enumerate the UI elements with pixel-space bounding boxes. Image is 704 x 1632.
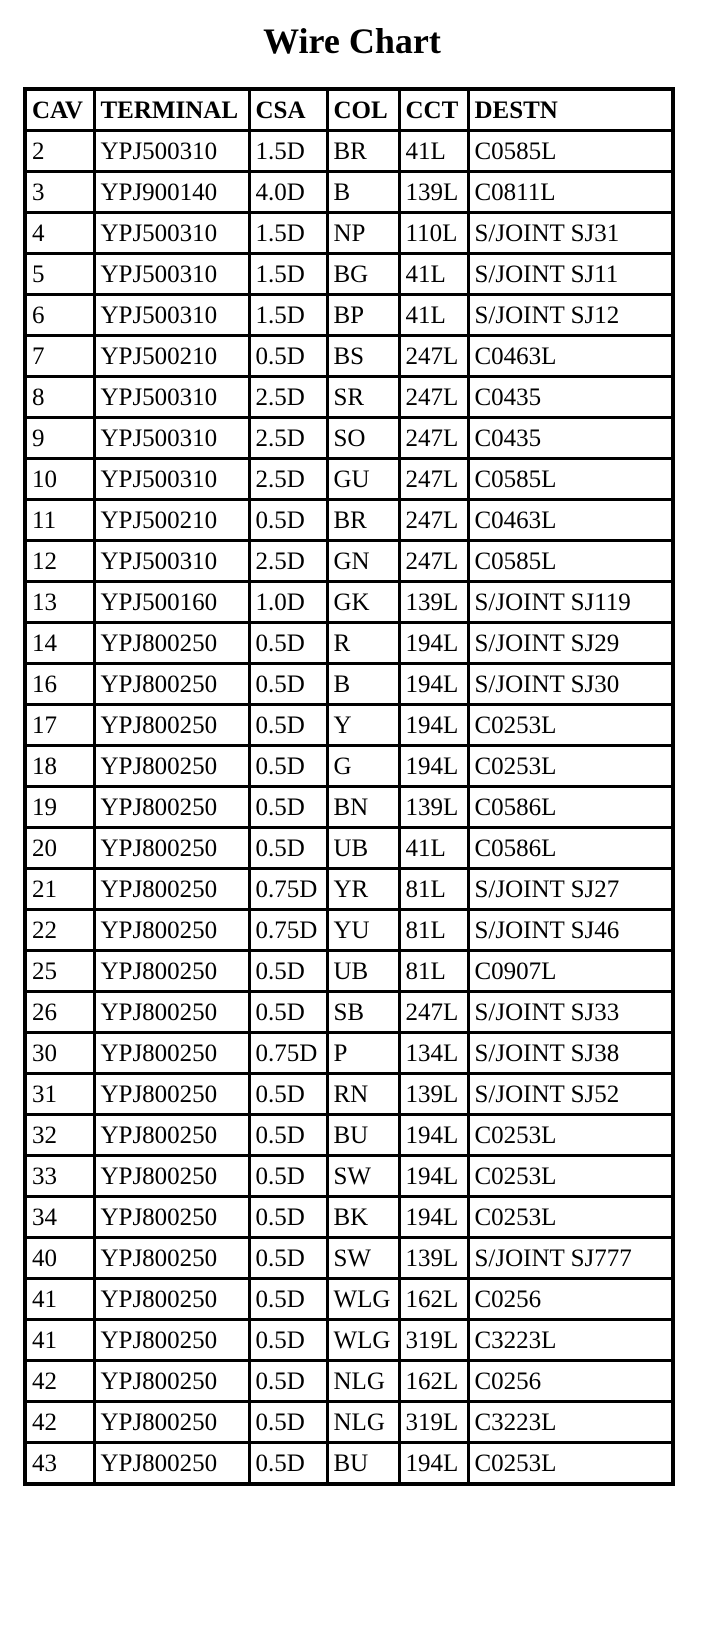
table-row [25,295,673,336]
cav-cell: 2 [25,131,94,172]
terminal-cell: YPJ500210 [94,336,249,377]
destn-cell: C0811L [468,172,673,213]
cav-cell: 41 [25,1279,94,1320]
col-cell: UB [327,951,399,992]
header-destn: DESTN [468,89,673,131]
cav-cell: 16 [25,664,94,705]
terminal-cell: YPJ500310 [94,377,249,418]
csa-cell: 0.5D [249,623,327,664]
terminal-cell: YPJ500310 [94,213,249,254]
csa-cell: 0.5D [249,705,327,746]
destn-cell: S/JOINT SJ11 [468,254,673,295]
table-header-row [25,89,673,131]
table-row [25,1361,673,1402]
header-cav: CAV [25,89,94,131]
table-row [25,500,673,541]
destn-cell: S/JOINT SJ119 [468,582,673,623]
destn-cell: C0586L [468,828,673,869]
cav-cell: 42 [25,1361,94,1402]
col-cell: SW [327,1156,399,1197]
table-row [25,459,673,500]
csa-cell: 1.5D [249,295,327,336]
cct-cell: 247L [399,541,468,582]
table-row [25,623,673,664]
table-row [25,336,673,377]
cav-cell: 4 [25,213,94,254]
cct-cell: 247L [399,459,468,500]
table-row [25,746,673,787]
col-cell: NLG [327,1402,399,1443]
table-row [25,1238,673,1279]
destn-cell: C0253L [468,746,673,787]
cav-cell: 30 [25,1033,94,1074]
csa-cell: 0.5D [249,992,327,1033]
page-title: Wire Chart [263,21,441,61]
destn-cell: C0253L [468,1156,673,1197]
cct-cell: 110L [399,213,468,254]
table-row [25,1197,673,1238]
destn-cell: S/JOINT SJ777 [468,1238,673,1279]
cct-cell: 319L [399,1402,468,1443]
cav-cell: 22 [25,910,94,951]
cav-cell: 6 [25,295,94,336]
csa-cell: 0.5D [249,1279,327,1320]
cav-cell: 41 [25,1320,94,1361]
cct-cell: 41L [399,254,468,295]
table-row [25,582,673,623]
csa-cell: 2.5D [249,418,327,459]
col-cell: RN [327,1074,399,1115]
destn-cell: S/JOINT SJ33 [468,992,673,1033]
terminal-cell: YPJ800250 [94,1402,249,1443]
csa-cell: 0.5D [249,1238,327,1279]
terminal-cell: YPJ800250 [94,1115,249,1156]
csa-cell: 0.75D [249,869,327,910]
destn-cell: S/JOINT SJ38 [468,1033,673,1074]
terminal-cell: YPJ800250 [94,1279,249,1320]
col-cell: GK [327,582,399,623]
cct-cell: 139L [399,787,468,828]
col-cell: SO [327,418,399,459]
terminal-cell: YPJ800250 [94,1074,249,1115]
table-row [25,1443,673,1485]
terminal-cell: YPJ800250 [94,1033,249,1074]
col-cell: BU [327,1443,399,1485]
csa-cell: 1.0D [249,582,327,623]
terminal-cell: YPJ800250 [94,828,249,869]
cav-cell: 21 [25,869,94,910]
cav-cell: 20 [25,828,94,869]
destn-cell: C0256 [468,1361,673,1402]
table-row [25,1156,673,1197]
terminal-cell: YPJ500310 [94,459,249,500]
destn-cell: C0435 [468,377,673,418]
cct-cell: 81L [399,951,468,992]
table-row [25,787,673,828]
destn-cell: C0585L [468,459,673,500]
cct-cell: 319L [399,1320,468,1361]
col-cell: G [327,746,399,787]
destn-cell: C0435 [468,418,673,459]
col-cell: BK [327,1197,399,1238]
col-cell: YR [327,869,399,910]
csa-cell: 0.75D [249,910,327,951]
table-row [25,172,673,213]
cav-cell: 43 [25,1443,94,1485]
table-row [25,1402,673,1443]
terminal-cell: YPJ800250 [94,992,249,1033]
cct-cell: 139L [399,172,468,213]
terminal-cell: YPJ800250 [94,787,249,828]
cct-cell: 162L [399,1361,468,1402]
csa-cell: 0.5D [249,1361,327,1402]
header-terminal: TERMINAL [94,89,249,131]
cct-cell: 194L [399,1156,468,1197]
csa-cell: 0.5D [249,828,327,869]
cct-cell: 194L [399,1197,468,1238]
terminal-cell: YPJ900140 [94,172,249,213]
destn-cell: S/JOINT SJ27 [468,869,673,910]
destn-cell: C0253L [468,705,673,746]
table-row [25,1279,673,1320]
terminal-cell: YPJ800250 [94,1320,249,1361]
cav-cell: 32 [25,1115,94,1156]
terminal-cell: YPJ500310 [94,541,249,582]
table-row [25,828,673,869]
cav-cell: 5 [25,254,94,295]
destn-cell: C0256 [468,1279,673,1320]
col-cell: BR [327,131,399,172]
cav-cell: 11 [25,500,94,541]
destn-cell: S/JOINT SJ52 [468,1074,673,1115]
table-row [25,1115,673,1156]
csa-cell: 0.5D [249,1320,327,1361]
cav-cell: 9 [25,418,94,459]
cct-cell: 247L [399,500,468,541]
terminal-cell: YPJ800250 [94,1238,249,1279]
terminal-cell: YPJ800250 [94,1361,249,1402]
csa-cell: 0.5D [249,500,327,541]
cav-cell: 17 [25,705,94,746]
cav-cell: 18 [25,746,94,787]
cct-cell: 247L [399,336,468,377]
col-cell: GN [327,541,399,582]
table-row [25,1033,673,1074]
col-cell: BS [327,336,399,377]
cct-cell: 247L [399,992,468,1033]
col-cell: Y [327,705,399,746]
destn-cell: C3223L [468,1402,673,1443]
col-cell: BG [327,254,399,295]
col-cell: NLG [327,1361,399,1402]
csa-cell: 2.5D [249,377,327,418]
csa-cell: 0.5D [249,746,327,787]
col-cell: WLG [327,1320,399,1361]
col-cell: P [327,1033,399,1074]
col-cell: SR [327,377,399,418]
cct-cell: 139L [399,1238,468,1279]
col-cell: BR [327,500,399,541]
terminal-cell: YPJ500310 [94,295,249,336]
col-cell: BN [327,787,399,828]
csa-cell: 0.5D [249,1074,327,1115]
cct-cell: 41L [399,828,468,869]
cct-cell: 41L [399,131,468,172]
terminal-cell: YPJ800250 [94,664,249,705]
terminal-cell: YPJ800250 [94,869,249,910]
csa-cell: 1.5D [249,254,327,295]
cav-cell: 31 [25,1074,94,1115]
destn-cell: C0463L [468,336,673,377]
cct-cell: 247L [399,377,468,418]
cct-cell: 139L [399,582,468,623]
cav-cell: 10 [25,459,94,500]
col-cell: SW [327,1238,399,1279]
table-row [25,213,673,254]
table-row [25,418,673,459]
table-row [25,664,673,705]
cct-cell: 194L [399,664,468,705]
csa-cell: 0.5D [249,1156,327,1197]
col-cell: WLG [327,1279,399,1320]
csa-cell: 0.5D [249,1197,327,1238]
header-col: COL [327,89,399,131]
cct-cell: 194L [399,705,468,746]
cct-cell: 162L [399,1279,468,1320]
table-row [25,1320,673,1361]
destn-cell: S/JOINT SJ29 [468,623,673,664]
table-row [25,992,673,1033]
table-row [25,541,673,582]
cav-cell: 13 [25,582,94,623]
terminal-cell: YPJ800250 [94,1197,249,1238]
terminal-cell: YPJ500310 [94,254,249,295]
csa-cell: 0.5D [249,1443,327,1485]
terminal-cell: YPJ800250 [94,623,249,664]
table-row [25,951,673,992]
csa-cell: 0.5D [249,951,327,992]
cav-cell: 8 [25,377,94,418]
csa-cell: 0.5D [249,1115,327,1156]
cct-cell: 134L [399,1033,468,1074]
csa-cell: 0.5D [249,336,327,377]
terminal-cell: YPJ800250 [94,910,249,951]
cct-cell: 139L [399,1074,468,1115]
cav-cell: 33 [25,1156,94,1197]
destn-cell: C3223L [468,1320,673,1361]
cct-cell: 194L [399,746,468,787]
cav-cell: 25 [25,951,94,992]
destn-cell: S/JOINT SJ46 [468,910,673,951]
col-cell: B [327,664,399,705]
cav-cell: 26 [25,992,94,1033]
csa-cell: 2.5D [249,541,327,582]
header-cct: CCT [399,89,468,131]
table-row [25,254,673,295]
destn-cell: S/JOINT SJ31 [468,213,673,254]
cct-cell: 81L [399,869,468,910]
destn-cell: C0585L [468,541,673,582]
destn-cell: C0907L [468,951,673,992]
csa-cell: 1.5D [249,213,327,254]
terminal-cell: YPJ800250 [94,1443,249,1485]
cav-cell: 19 [25,787,94,828]
csa-cell: 0.5D [249,664,327,705]
terminal-cell: YPJ500310 [94,131,249,172]
col-cell: GU [327,459,399,500]
terminal-cell: YPJ500310 [94,418,249,459]
csa-cell: 4.0D [249,172,327,213]
destn-cell: C0253L [468,1197,673,1238]
csa-cell: 2.5D [249,459,327,500]
col-cell: YU [327,910,399,951]
header-csa: CSA [249,89,327,131]
destn-cell: C0463L [468,500,673,541]
cct-cell: 81L [399,910,468,951]
cav-cell: 42 [25,1402,94,1443]
csa-cell: 0.5D [249,787,327,828]
terminal-cell: YPJ500210 [94,500,249,541]
col-cell: BP [327,295,399,336]
terminal-cell: YPJ500160 [94,582,249,623]
destn-cell: C0253L [468,1115,673,1156]
col-cell: B [327,172,399,213]
col-cell: NP [327,213,399,254]
destn-cell: C0586L [468,787,673,828]
table-row [25,377,673,418]
csa-cell: 0.75D [249,1033,327,1074]
destn-cell: C0585L [468,131,673,172]
terminal-cell: YPJ800250 [94,1156,249,1197]
destn-cell: S/JOINT SJ30 [468,664,673,705]
table-row [25,705,673,746]
col-cell: UB [327,828,399,869]
cav-cell: 34 [25,1197,94,1238]
terminal-cell: YPJ800250 [94,746,249,787]
destn-cell: S/JOINT SJ12 [468,295,673,336]
table-row [25,1074,673,1115]
cct-cell: 194L [399,1443,468,1485]
table-row [25,869,673,910]
cct-cell: 194L [399,1115,468,1156]
cav-cell: 3 [25,172,94,213]
table-row [25,910,673,951]
wire-chart-table [23,87,675,1486]
col-cell: R [327,623,399,664]
col-cell: BU [327,1115,399,1156]
csa-cell: 1.5D [249,131,327,172]
terminal-cell: YPJ800250 [94,951,249,992]
table-row [25,131,673,172]
cav-cell: 7 [25,336,94,377]
cav-cell: 14 [25,623,94,664]
cct-cell: 247L [399,418,468,459]
cct-cell: 194L [399,623,468,664]
terminal-cell: YPJ800250 [94,705,249,746]
cav-cell: 40 [25,1238,94,1279]
csa-cell: 0.5D [249,1402,327,1443]
cav-cell: 12 [25,541,94,582]
col-cell: SB [327,992,399,1033]
destn-cell: C0253L [468,1443,673,1485]
cct-cell: 41L [399,295,468,336]
